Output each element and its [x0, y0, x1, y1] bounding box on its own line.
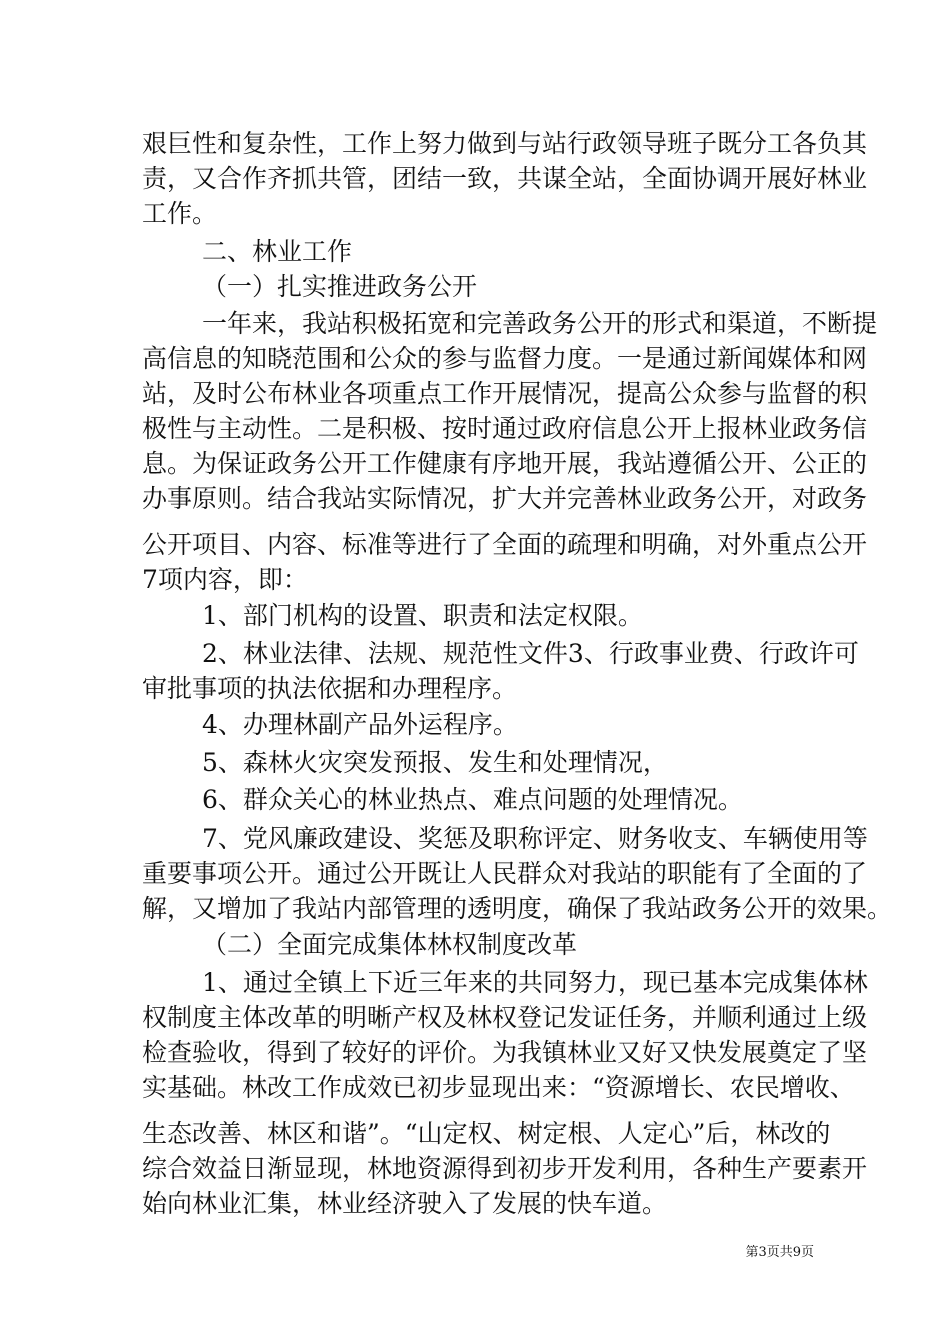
text-line: 审批事项的执法依据和办理程序。 — [142, 674, 518, 703]
section-heading: 二、林业工作 — [202, 237, 353, 266]
text-line: 高信息的知晓范围和公众的参与监督力度。一是通过新闻媒体和网 — [142, 344, 868, 373]
list-item: 4、办理林副产品外运程序。 — [202, 710, 518, 739]
text-line: 7项内容，即： — [142, 565, 308, 594]
text-line: 权制度主体改革的明晰产权及林权登记发证任务，并顺利通过上级 — [142, 1003, 868, 1032]
text-line: 解，又增加了我站内部管理的透明度，确保了我站政务公开的效果。 — [142, 894, 893, 923]
list-item: 1、部门机构的设置、职责和法定权限。 — [202, 601, 643, 630]
text-line: 办事原则。结合我站实际情况，扩大并完善林业政务公开，对政务 — [142, 484, 868, 513]
list-item: 7、党风廉政建设、奖惩及职称评定、财务收支、车辆使用等 — [202, 824, 868, 853]
text-line: 公开项目、内容、标准等进行了全面的疏理和明确，对外重点公开 — [142, 530, 868, 559]
list-item: 5、森林火灾突发预报、发生和处理情况， — [202, 748, 668, 777]
text-line: 检查验收，得到了较好的评价。为我镇林业又好又快发展奠定了坚 — [142, 1038, 868, 1067]
text-line: 生态改善、林区和谐”。“山定权、树定根、人定心”后，林改的 — [142, 1119, 831, 1148]
text-line: 实基础。林改工作成效已初步显现出来：“资源增长、农民增收、 — [142, 1073, 855, 1102]
list-item: 6、群众关心的林业热点、难点问题的处理情况。 — [202, 785, 743, 814]
text-line: 工作。 — [142, 199, 218, 228]
text-line: 艰巨性和复杂性，工作上努力做到与站行政领导班子既分工各负其 — [142, 129, 868, 158]
text-line: 一年来，我站积极拓宽和完善政务公开的形式和渠道，不断提 — [202, 309, 878, 338]
text-line: 息。为保证政务公开工作健康有序地开展，我站遵循公开、公正的 — [142, 449, 868, 478]
text-line: 综合效益日渐显现，林地资源得到初步开发利用，各种生产要素开 — [142, 1154, 868, 1183]
text-line: 重要事项公开。通过公开既让人民群众对我站的职能有了全面的了 — [142, 859, 868, 888]
text-line: 站，及时公布林业各项重点工作开展情况，提高公众参与监督的积 — [142, 379, 868, 408]
text-line: 极性与主动性。二是积极、按时通过政府信息公开上报林业政务信 — [142, 414, 868, 443]
text-line: 1、通过全镇上下近三年来的共同努力，现已基本完成集体林 — [202, 968, 868, 997]
list-item: 2、林业法律、法规、规范性文件3、行政事业费、行政许可 — [202, 639, 859, 668]
subsection-heading: （一）扎实推进政务公开 — [202, 272, 478, 301]
text-line: 始向林业汇集，林业经济驶入了发展的快车道。 — [142, 1189, 668, 1218]
page-number-footer: 第3页共9页 — [745, 1245, 814, 1260]
text-line: 责，又合作齐抓共管，团结一致，共谋全站，全面协调开展好林业 — [142, 164, 868, 193]
subsection-heading: （二）全面完成集体林权制度改革 — [202, 930, 578, 959]
